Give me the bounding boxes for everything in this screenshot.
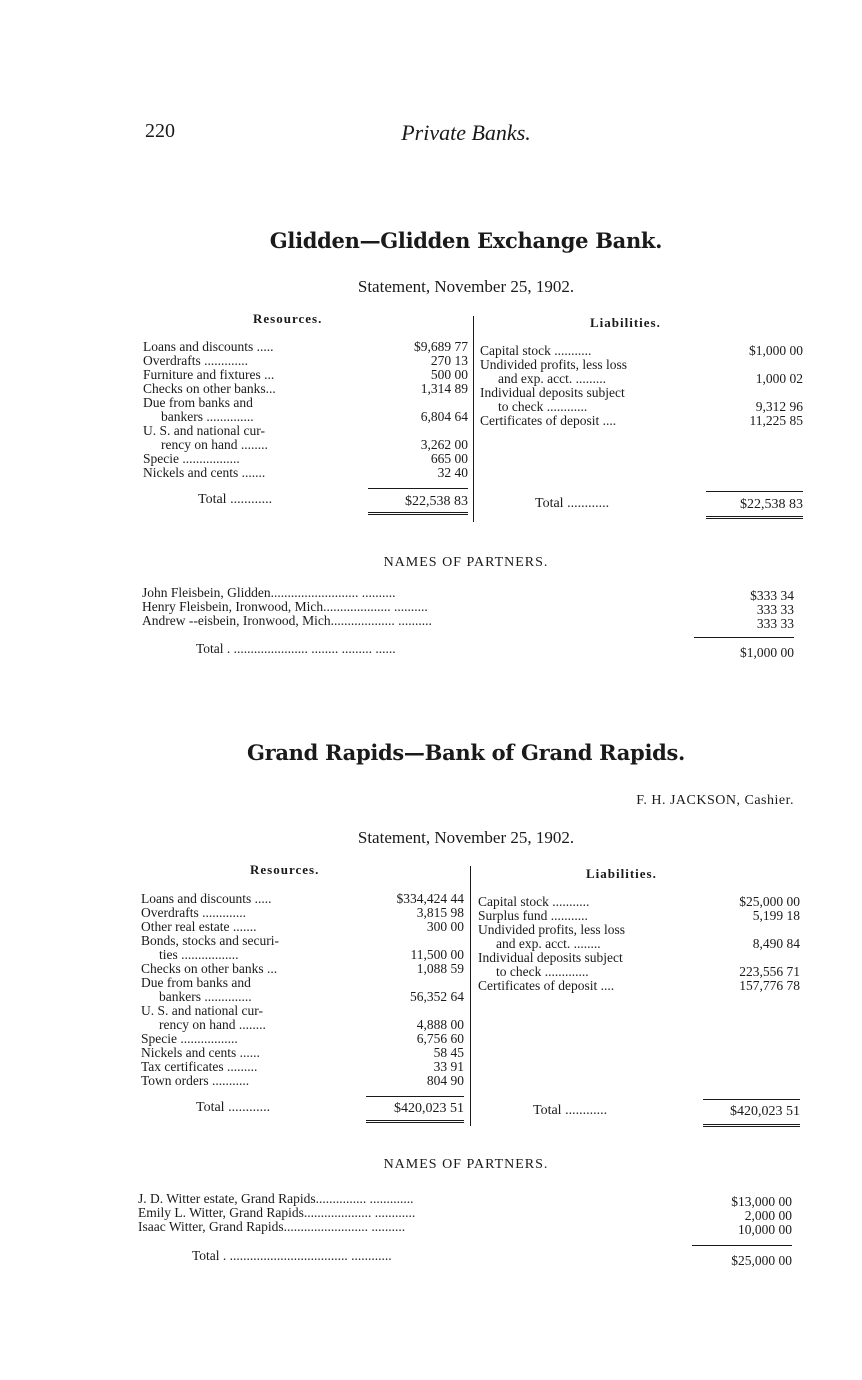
row-label: Nickels and cents ...... xyxy=(141,1046,260,1060)
statement-row xyxy=(143,424,468,438)
bank1-resources-double-rule xyxy=(368,512,468,515)
partner-amount: 2,000 00 xyxy=(744,1208,792,1223)
row-label: Individual deposits subject xyxy=(478,951,623,965)
partner-name: Henry Fleisbein, Ironwood, Mich.................... .......... xyxy=(142,599,428,614)
bank2-title: Grand Rapids—Bank of Grand Rapids. xyxy=(246,740,686,765)
row-label: Checks on other banks... xyxy=(143,382,276,396)
statement-row xyxy=(478,951,802,965)
statement-row xyxy=(141,1018,465,1032)
statement-row xyxy=(143,410,468,424)
bank2-resources-list xyxy=(141,892,465,1088)
bank2-liabilities-total: $420,023 51 xyxy=(730,1104,800,1119)
bank1-resources-total: $22,538 83 xyxy=(405,494,468,509)
statement-row xyxy=(141,920,465,934)
row-label: rency on hand ........ xyxy=(159,1018,266,1032)
statement-row xyxy=(141,934,465,948)
row-amount: 8,490 84 xyxy=(752,937,800,951)
bank2-cashier: F. H. JACKSON, Cashier. xyxy=(636,793,794,808)
partner-name: John Fleisbein, Glidden.......................... .......... xyxy=(142,585,396,600)
row-label: Tax certificates ......... xyxy=(141,1060,258,1074)
row-amount: 11,500 00 xyxy=(410,948,464,962)
partner-amount: 333 33 xyxy=(756,616,794,631)
statement-row xyxy=(141,1074,465,1088)
row-amount: 157,776 78 xyxy=(739,979,800,993)
bank1-partners-total: $1,000 00 xyxy=(740,645,794,660)
row-label: Other real estate ....... xyxy=(141,920,257,934)
row-label: Undivided profits, less loss xyxy=(480,358,627,372)
statement-row xyxy=(143,452,468,466)
row-amount: 1,314 89 xyxy=(420,382,468,396)
statement-row xyxy=(141,906,465,920)
row-label: Nickels and cents ....... xyxy=(143,466,266,480)
statement-row xyxy=(480,400,805,414)
statement-row xyxy=(478,979,802,993)
row-label: Overdrafts ............. xyxy=(141,906,246,920)
row-amount: 5,199 18 xyxy=(752,909,800,923)
row-amount: 1,088 59 xyxy=(416,962,464,976)
statement-row xyxy=(480,414,805,428)
row-label: Specie ................. xyxy=(143,452,240,466)
row-label: Bonds, stocks and securi- xyxy=(141,934,279,948)
bank1-title: Glidden—Glidden Exchange Bank. xyxy=(269,228,663,253)
row-amount: 500 00 xyxy=(430,368,468,382)
row-label: Undivided profits, less loss xyxy=(478,923,625,937)
statement-row xyxy=(478,923,802,937)
bank1-liab-double-rule xyxy=(706,516,803,519)
row-amount: 300 00 xyxy=(426,920,464,934)
statement-row xyxy=(480,358,805,372)
statement-row xyxy=(141,948,465,962)
row-amount: $25,000 00 xyxy=(739,895,800,909)
row-amount: $9,689 77 xyxy=(414,340,468,354)
row-label: U. S. and national cur- xyxy=(141,1004,263,1018)
bank1-resources-sum-rule xyxy=(368,488,468,489)
row-amount: 4,888 00 xyxy=(416,1018,464,1032)
row-label: Loans and discounts ..... xyxy=(143,340,274,354)
row-label: Certificates of deposit .... xyxy=(478,979,615,993)
statement-row xyxy=(480,386,805,400)
statement-row xyxy=(143,340,468,354)
statement-row xyxy=(143,382,468,396)
bank2-resources-double-rule xyxy=(366,1120,464,1123)
row-amount: $1,000 00 xyxy=(749,344,803,358)
statement-row xyxy=(141,1046,465,1060)
row-label: Checks on other banks ... xyxy=(141,962,278,976)
bank1-liabilities-total: $22,538 83 xyxy=(740,497,803,512)
row-label: to check ............. xyxy=(496,965,589,979)
statement-row xyxy=(478,965,802,979)
statement-row xyxy=(141,1032,465,1046)
bank2-column-divider xyxy=(470,866,471,1126)
statement-row xyxy=(143,466,468,480)
bank2-liab-total-label: Total ............ xyxy=(533,1103,608,1118)
row-label: bankers .............. xyxy=(161,410,254,424)
statement-row xyxy=(141,976,465,990)
row-amount: 1,000 02 xyxy=(755,372,803,386)
bank1-partners-sum-rule xyxy=(694,637,794,638)
row-label: and exp. acct. ......... xyxy=(498,372,606,386)
statement-row xyxy=(480,344,805,358)
statement-row xyxy=(141,1004,465,1018)
bank1-liab-total-label: Total ............ xyxy=(535,496,610,511)
statement-row xyxy=(143,368,468,382)
row-label: rency on hand ........ xyxy=(161,438,268,452)
row-amount: 665 00 xyxy=(430,452,468,466)
row-label: Capital stock ........... xyxy=(480,344,592,358)
statement-row xyxy=(141,990,465,1004)
bank1-liabilities-list xyxy=(480,344,805,428)
bank2-liabilities-list xyxy=(478,895,802,993)
running-head: Private Banks. xyxy=(401,120,531,145)
partner-amount: 10,000 00 xyxy=(738,1222,792,1237)
row-amount: 6,804 64 xyxy=(420,410,468,424)
bank2-resources-sum-rule xyxy=(366,1096,464,1097)
bank1-partners-heading: NAMES OF PARTNERS. xyxy=(383,555,549,570)
bank1-liabilities-heading: Liabilities. xyxy=(590,315,661,330)
statement-row xyxy=(478,909,802,923)
row-label: Loans and discounts ..... xyxy=(141,892,272,906)
partner-name: Emily L. Witter, Grand Rapids.................... ............ xyxy=(138,1205,416,1220)
row-label: Due from banks and xyxy=(141,976,251,990)
bank2-partners-sum-rule xyxy=(692,1245,792,1246)
row-label: Due from banks and xyxy=(143,396,253,410)
row-label: Furniture and fixtures ... xyxy=(143,368,275,382)
bank2-partners-heading: NAMES OF PARTNERS. xyxy=(383,1157,549,1172)
statement-row xyxy=(143,354,468,368)
bank2-resources-total: $420,023 51 xyxy=(394,1101,464,1116)
bank1-resources-list xyxy=(143,340,468,480)
row-label: Overdrafts ............. xyxy=(143,354,248,368)
row-amount: 9,312 96 xyxy=(755,400,803,414)
partner-amount: $333 34 xyxy=(750,588,794,603)
bank2-total-label: Total ............ xyxy=(196,1100,271,1115)
bank2-resources-heading: Resources. xyxy=(250,862,320,877)
partner-amount: 333 33 xyxy=(756,602,794,617)
bank2-statement: Statement, November 25, 1902. xyxy=(357,828,575,847)
row-label: Town orders ........... xyxy=(141,1074,250,1088)
bank2-partners-total-label: Total . ................................... ............ xyxy=(192,1248,392,1263)
page-number: 220 xyxy=(145,120,175,142)
partner-name: Andrew --eisbein, Ironwood, Mich................... .......... xyxy=(142,613,432,628)
row-amount: 11,225 85 xyxy=(749,414,803,428)
row-amount: 6,756 60 xyxy=(416,1032,464,1046)
bank2-liabilities-heading: Liabilities. xyxy=(586,866,657,881)
row-label: U. S. and national cur- xyxy=(143,424,265,438)
statement-row xyxy=(143,396,468,410)
statement-row xyxy=(141,892,465,906)
statement-row xyxy=(143,438,468,452)
bank1-resources-heading: Resources. xyxy=(253,311,323,326)
row-amount: 223,556 71 xyxy=(739,965,800,979)
bank1-partners-total-label: Total . ...................... ........ ......... ...... xyxy=(196,641,396,656)
row-amount: 32 40 xyxy=(437,466,468,480)
row-label: ties ................. xyxy=(159,948,239,962)
bank1-liab-sum-rule xyxy=(706,491,803,492)
row-amount: 270 13 xyxy=(430,354,468,368)
row-amount: $334,424 44 xyxy=(396,892,464,906)
bank1-column-divider xyxy=(473,316,474,522)
row-amount: 56,352 64 xyxy=(410,990,464,1004)
statement-row xyxy=(478,937,802,951)
row-label: Individual deposits subject xyxy=(480,386,625,400)
statement-row xyxy=(141,962,465,976)
row-label: bankers .............. xyxy=(159,990,252,1004)
row-label: Surplus fund ........... xyxy=(478,909,588,923)
bank1-total-label: Total ............ xyxy=(198,492,273,507)
bank2-partners-total: $25,000 00 xyxy=(731,1253,792,1268)
row-amount: 3,815 98 xyxy=(416,906,464,920)
statement-row xyxy=(141,1060,465,1074)
row-label: to check ............ xyxy=(498,400,588,414)
row-amount: 804 90 xyxy=(426,1074,464,1088)
statement-row xyxy=(478,895,802,909)
row-label: Certificates of deposit .... xyxy=(480,414,617,428)
row-amount: 33 91 xyxy=(433,1060,464,1074)
row-label: Capital stock ........... xyxy=(478,895,590,909)
statement-row xyxy=(480,372,805,386)
partner-name: J. D. Witter estate, Grand Rapids............... ............. xyxy=(138,1191,414,1206)
row-label: and exp. acct. ........ xyxy=(496,937,601,951)
bank2-liab-double-rule xyxy=(703,1124,800,1127)
partner-name: Isaac Witter, Grand Rapids......................... .......... xyxy=(138,1219,406,1234)
bank1-statement: Statement, November 25, 1902. xyxy=(357,277,575,296)
bank2-liab-sum-rule xyxy=(703,1099,800,1100)
row-label: Specie ................. xyxy=(141,1032,238,1046)
row-amount: 58 45 xyxy=(433,1046,464,1060)
partner-amount: $13,000 00 xyxy=(731,1194,792,1209)
row-amount: 3,262 00 xyxy=(420,438,468,452)
